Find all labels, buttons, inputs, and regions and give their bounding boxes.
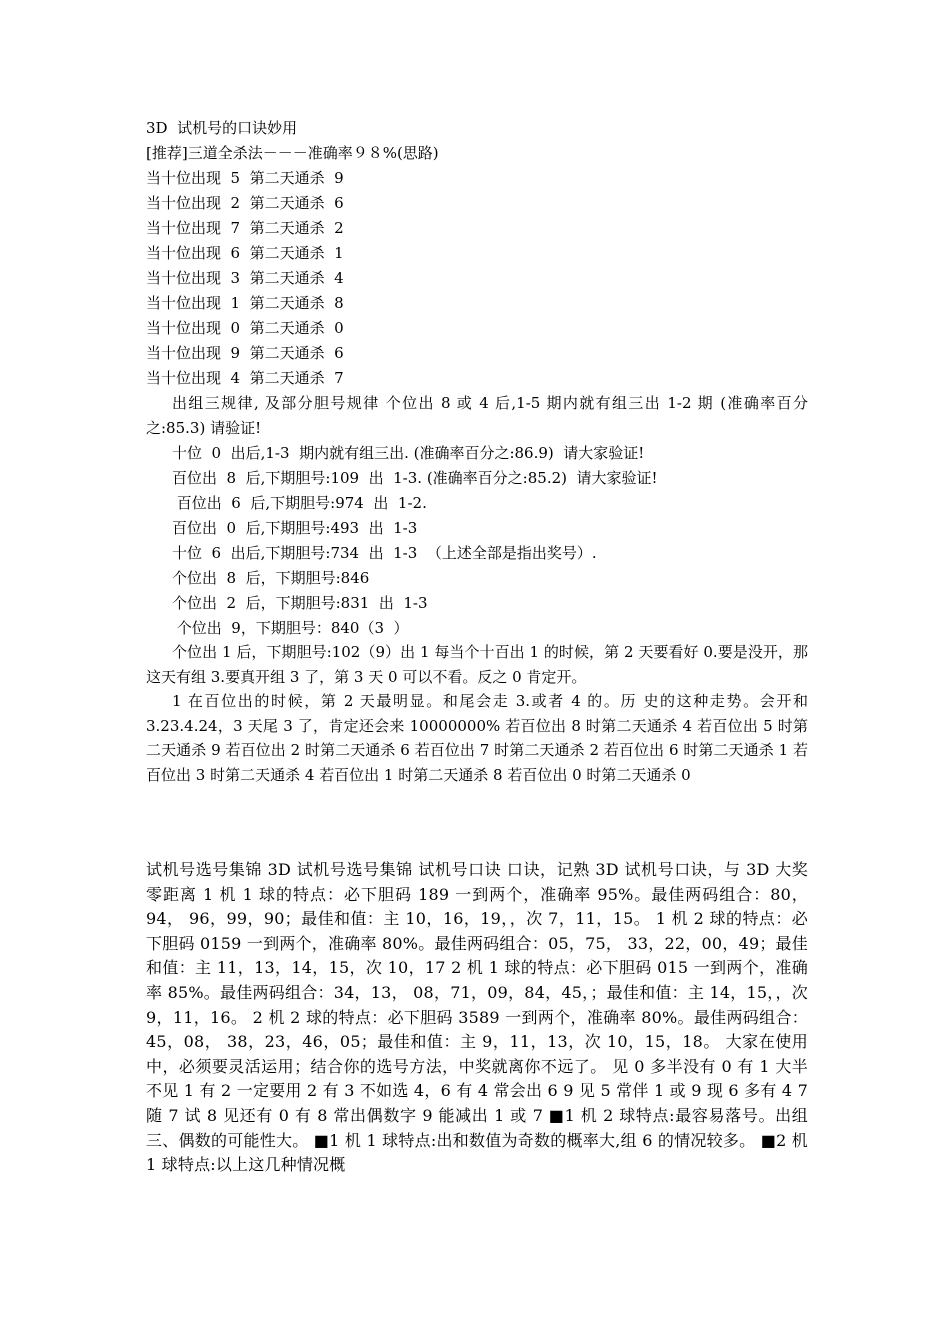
doc-subtitle: [推荐]三道全杀法－－－准确率９８%(思路) <box>146 144 439 162</box>
rule-line: 当十位出现 5 第二天通杀 9 <box>146 169 344 187</box>
doc-title: 3D 试机号的口诀妙用 <box>146 119 298 137</box>
tip-line: 个位出 2 后，下期胆号:831 出 1-3 <box>172 594 428 612</box>
rule-line: 当十位出现 1 第二天通杀 8 <box>146 294 344 312</box>
tip-line: 百位出 0 后,下期胆号:493 出 1-3 <box>172 519 418 537</box>
paragraph-group3-rule: 出组三规律, 及部分胆号规律 个位出 8 或 4 后,1-5 期内就有组三出 1-2 期 (准确率百分之:85.3) 请验证! <box>146 394 808 437</box>
tip-line: 十位 0 出后,1-3 期内就有组三出. (准确率百分之:86.9) 请大家验证! <box>172 444 645 462</box>
rule-line: 当十位出现 7 第二天通杀 2 <box>146 219 344 237</box>
tip-line: 十位 6 出后,下期胆号:734 出 1-3 （上述全部是指出奖号）. <box>172 544 597 562</box>
rule-line: 当十位出现 3 第二天通杀 4 <box>146 269 344 287</box>
tip-line: 个位出 9，下期胆号：840（3 ） <box>172 619 409 637</box>
rule-line: 当十位出现 6 第二天通杀 1 <box>146 244 344 262</box>
tip-line: 百位出 6 后,下期胆号:974 出 1-2. <box>172 494 427 512</box>
paragraph-hundreds-1: 1 在百位出的时候，第 2 天最明显。和尾会走 3.或者 4 的。历 史的这种走势。会开和 3.23.4.24，3 天尾 3 了，肯定还会来 10000000% 若百位出 8 时第二天通杀 4 若百位出 5 时第二天通杀 9 若百位出 2 时第二天通杀 6 若百位出 7 时第二天通杀 2 若百位出 6 时第二天通杀 1 若百位出 3 时第二天通杀 4 若百位出 1 时第二天通杀 8 若百位出 0 时第二天通杀 0 <box>146 692 808 784</box>
paragraph-collection: 试机号选号集锦 3D 试机号选号集锦 试机号口诀 口诀，记熟 3D 试机号口诀，与 3D 大奖零距离 1 机 1 球的特点：必下胆码 189 一到两个，准确率 95%。最佳两码组合：80，94， 96，99，90；最佳和值：主 10，16，19，，次 7，11，15。 1 机 2 球的特点：必下胆码 0159 一到两个，准确率 80%。最佳两码组合：05，75， 33，22，00，49；最佳和值：主 11，13，14，15，次 10，17 2 机 1 球的特点：必下胆码 015 一到两个，准确率 85%。最佳两码组合：34，13， 08，71，09，84，45，；最佳和值：主 14，15，，次 9，11，16。 2 机 2 球的特点：必下胆码 3589 一到两个，准确率 80%。最佳两码组合：45，08， 38，23，46，05；最佳和值：主 9，11，13，次 10，15，18。 大家在使用中，必须要灵活运用；结合你的选号方法，中奖就离你不远了。 见 0 多半没有 0 有 1 大半不见 1 有 2 一定要用 2 有 3 不如选 4，6 有 4 常会出 6 9 见 5 常伴 1 或 9 现 6 多有 4 7 随 7 试 8 见还有 0 有 8 常出偶数字 9 能减出 1 或 7 ■1 机 2 球特点:最容易落号。出组三、偶数的可能性大。 ■1 机 1 球特点:出和数值为奇数的概率大,组 6 的情况较多。 ■2 机 1 球特点:以上这几种情况概 <box>146 860 808 1175</box>
rule-line: 当十位出现 4 第二天通杀 7 <box>146 369 344 387</box>
rule-line: 当十位出现 0 第二天通杀 0 <box>146 319 344 337</box>
tip-line: 个位出 8 后，下期胆号:846 <box>172 569 370 587</box>
rule-line: 当十位出现 9 第二天通杀 6 <box>146 344 344 362</box>
rule-line: 当十位出现 2 第二天通杀 6 <box>146 194 344 212</box>
tip-line: 百位出 8 后,下期胆号:109 出 1-3. (准确率百分之:85.2) 请大家验证! <box>172 469 658 487</box>
paragraph-unit-1: 个位出 1 后，下期胆号:102（9）出 1 每当个十百出 1 的时候，第 2 天要看好 0.要是没开，那这天有组 3.要真开组 3 了，第 3 天 0 可以不看。反之 0 肯定开。 <box>146 643 808 686</box>
